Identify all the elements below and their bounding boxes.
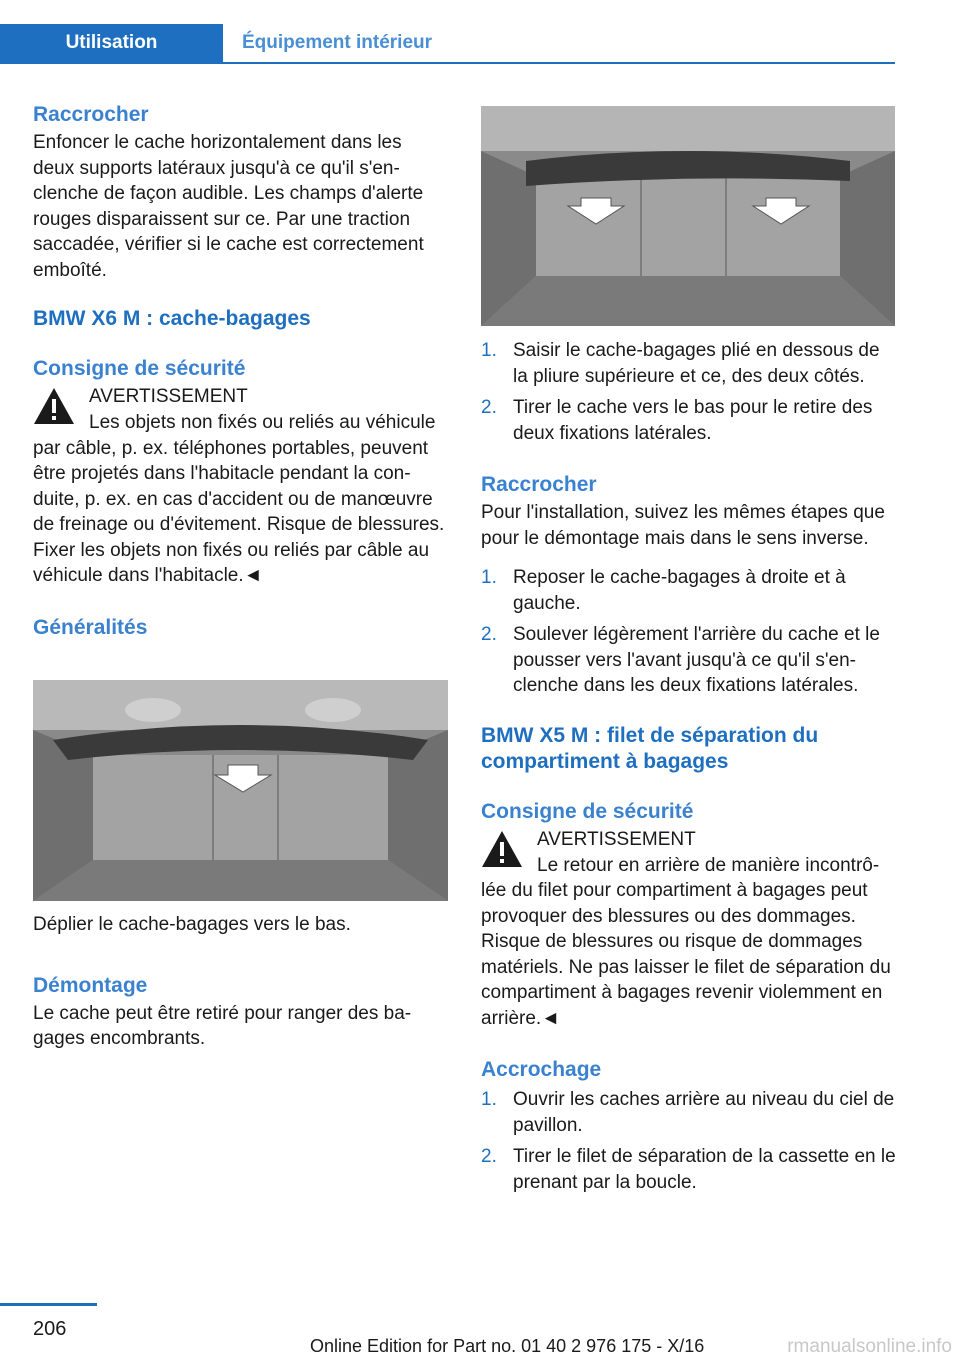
demontage-heading: Démontage — [33, 973, 148, 997]
warning-icon — [481, 829, 523, 869]
warning-icon — [33, 386, 75, 426]
x5-filet-heading: BMW X5 M : filet de séparation du compartiment à bagages — [481, 723, 819, 773]
list-item: 1. Saisir le cache-bagages plié en dessous de la pliure supérieure et ce, des deux côtés. — [481, 340, 880, 387]
consigne-heading-2: Consigne de sécurité — [481, 799, 694, 823]
generalites-heading: Généralités — [33, 615, 148, 639]
list-item: 1. Reposer le cache-bagages à droite et à gauche. — [481, 567, 846, 614]
raccrocher-heading: Raccrocher — [33, 103, 149, 126]
raccrocher-text: Enfoncer le cache horizontalement dans les deux supports latéraux jusqu'à ce qu'il s'enclenche de façon audible. Les champs d'alerte rouges disparaissent sur ce. Par une traction saccadée, vérifier si le cache est correctement emboîté. — [33, 132, 424, 281]
cargo-cover-photo-2 — [481, 106, 895, 326]
warning-text: Les objets non fixés ou reliés au véhicule par câble, p. ex. téléphones portables, peuvent être projetés dans l'habitacle pendant la conduite, p. ex. en cas d'accident ou de manœuvre de freinage ou d'évitement. Risque de blessures. Fixer les objets non fixés ou reliés par câble au véhicule dans l'habitacle.◄ — [33, 412, 445, 586]
steps-removal — [481, 338, 896, 446]
x6-cache-heading: BMW X6 M : cache-bagages — [33, 307, 311, 330]
generalites-text: Déplier le cache-bagages vers le bas. — [33, 914, 351, 935]
warning-text-2: Le retour en arrière de manière incontrôlée du filet pour compartiment à bagages peut provoquer des blessures ou des dommages. Risque de blessures ou risque de dommages matériels. Ne pas laisser le filet de séparation du compartiment à bagages revenir violemment en arrière.◄ — [481, 854, 891, 1029]
header-tabs — [0, 24, 895, 64]
footer-rule — [0, 1303, 97, 1306]
watermark: rmanualsonline.info — [787, 1336, 952, 1357]
demontage-text: Le cache peut être retiré pour ranger des bagages encombrants. — [33, 1002, 412, 1049]
left-column-lower — [33, 912, 448, 1052]
list-item: 2. Tirer le filet de séparation de la cassette en le prenant par la boucle. — [481, 1146, 896, 1193]
warning-label: AVERTISSEMENT — [89, 386, 248, 407]
list-item: 2. Tirer le cache vers le bas pour le retire des deux fixations latérales. — [481, 397, 873, 444]
tab-equipement-interieur[interactable]: Équipement intérieur — [242, 32, 433, 53]
page-number: 206 — [33, 1318, 67, 1340]
raccrocher-heading-2: Raccrocher — [481, 473, 597, 496]
cargo-cover-photo-1 — [33, 680, 448, 901]
raccrocher-text-2: Pour l'installation, suivez les mêmes étapes que pour le démontage mais dans le sens inverse. — [481, 502, 885, 549]
list-item: 2. Soulever légèrement l'arrière du cache et le pousser vers l'avant jusqu'à ce qu'il s'enclenche dans les deux fixations latérales. — [481, 624, 880, 696]
steps-accrochage — [481, 1087, 896, 1195]
right-column — [481, 338, 896, 1195]
steps-install — [481, 565, 896, 699]
edition-text: Online Edition for Part no. 01 40 2 976 175 - X/16 — [310, 1336, 705, 1356]
list-item: 1. Ouvrir les caches arrière au niveau du ciel de pavillon. — [481, 1089, 895, 1136]
warning-label-2: AVERTISSEMENT — [537, 828, 696, 850]
tab-utilisation[interactable]: Utilisation — [0, 24, 223, 62]
consigne-heading: Consigne de sécurité — [33, 357, 246, 380]
accrochage-heading: Accrochage — [481, 1058, 602, 1081]
left-column — [33, 100, 448, 643]
